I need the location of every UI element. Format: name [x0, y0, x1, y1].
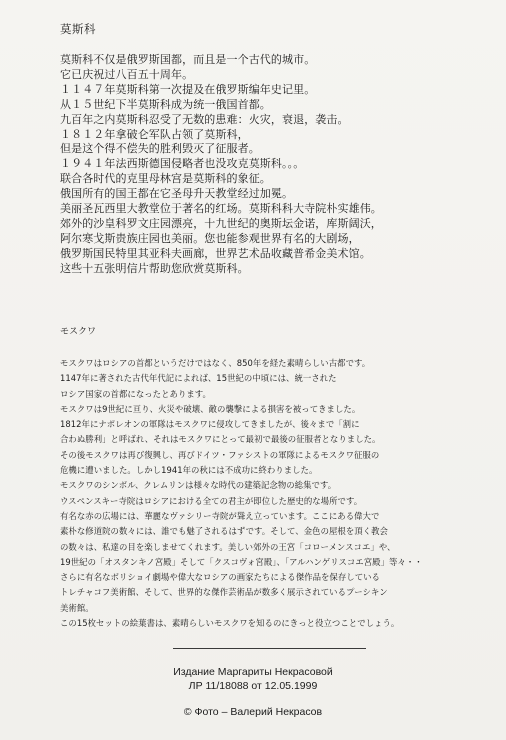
chinese-line: １８１２年拿破仑军队占领了莫斯科， [60, 127, 249, 141]
japanese-line: 合わぬ勝利」と呼ばれ、それはモスクワにとって最初で最後の征服者となりました。 [60, 434, 381, 445]
chinese-line: 美丽圣瓦西里大教堂位于著名的红场。莫斯科科大寺院朴实雄伟。 [60, 202, 382, 216]
japanese-line: 19世紀の「オスタンキノ宮殿」そして「クスコヴォ宮殿」、「アルハンゲリスコエ宮殿」等々・・ [60, 556, 423, 567]
japanese-line: トレチャコフ美術館、そして、世界的な傑作芸術品が数多く展示されているプーシキン [60, 587, 388, 598]
chinese-line: 联合各时代的克里母林宫是莫斯科的象征。 [60, 172, 271, 186]
japanese-line: この15枚セットの絵葉書は、素晴らしいモスクワを知るのにきっと役立つことでしょう。 [60, 618, 400, 629]
chinese-title: 莫斯科 [60, 22, 96, 36]
japanese-line: モスクワのシンボル、クレムリンは様々な時代の建築記念物の総集です。 [60, 480, 337, 491]
chinese-line: 从１５世纪下半莫斯科成为统一俄国首都。 [60, 97, 271, 111]
japanese-line: ロシア国家の首都になったとあります。 [60, 388, 211, 399]
japanese-line: モスクワはロシアの首都というだけではなく、850年を経た素晴らしい古都です。 [60, 358, 371, 368]
publisher-line: Издание Маргариты Некрасовой [173, 666, 333, 678]
japanese-text-block [60, 356, 480, 631]
japanese-line: その後モスクワは再び復興し、再びドイツ・ファシストの軍隊によるモスクワ征服の [60, 449, 380, 460]
japanese-line: さらに有名なボリショイ劇場や偉大なロシアの画家たちによる傑作品を保存している [60, 572, 380, 583]
chinese-line: 但是这个得不偿失的胜利毁灭了征服者。 [60, 142, 260, 156]
chinese-line: １１４７年莫斯科第一次提及在俄罗斯编年史记里。 [60, 82, 316, 96]
license-line: ЛР 11/18088 от 12.05.1999 [188, 680, 318, 692]
imprint-divider [173, 648, 366, 649]
chinese-text-block [60, 53, 460, 277]
japanese-line: モスクワは9世紀に亘り、火災や破壊、敵の襲撃による損害を被ってきました。 [60, 403, 361, 414]
chinese-line: 俄国所有的国王都在它圣母升天教堂经过加冕。 [60, 187, 294, 201]
japanese-line: 1812年にナポレオンの軍隊はモスクワに侵攻してきましたが、後々まで「割に [60, 419, 360, 430]
chinese-line: 俄罗斯国民特里其亚科夫画廊，世界艺术品收藏普希金美术馆。 [60, 246, 371, 260]
chinese-line: 郊外的沙皇科罗文庄园漂亮，十九世纪的奥斯坛金诺，库斯阔沃， [60, 216, 382, 230]
chinese-line: 九百年之内莫斯科忍受了无数的患难：火灾，衰退，袭击。 [60, 112, 349, 126]
chinese-line: 阿尔寒戈斯贵族庄园也美丽。您也能参观世界有名的大剧场， [60, 231, 360, 245]
chinese-line: 它已庆祝过八百五十周年。 [60, 67, 194, 81]
photo-credit: © Фото – Валерий Некрасов [183, 706, 323, 718]
japanese-line: 素朴な修道院の数々には、誰でも魅了されるはずです。そして、金色の屋根を頂く教会 [60, 526, 388, 537]
chinese-line: 莫斯科不仅是俄罗斯国都，而且是一个古代的城市。 [60, 53, 316, 66]
chinese-line: １９４１年法西斯德国侵略者也没攻克莫斯科。。。 [60, 157, 305, 171]
japanese-line: 有名な赤の広場には、華麗なヴァシリー寺院が聳え立っています。ここにある偉大で [60, 510, 380, 521]
japanese-line: 危機に遭いました。しかし1941年の秋には不成功に終わりました。 [60, 465, 318, 476]
japanese-line: 1147年に著された古代年代記によれば、15世紀の中頃には、統一された [60, 373, 337, 384]
japanese-line: の数々は、私達の目を楽しませてくれます。美しい郊外の王宮「コローメンスコエ」や、 [60, 541, 396, 552]
chinese-line: 这些十五张明信片帮助您欣赏莫斯科。 [60, 261, 249, 275]
japanese-line: 美術館。 [60, 602, 94, 613]
japanese-title: モスクワ [60, 327, 97, 337]
japanese-line: ウスペンスキー寺院はロシアにおける全ての君主が即位した歴史的な場所です。 [60, 495, 363, 506]
